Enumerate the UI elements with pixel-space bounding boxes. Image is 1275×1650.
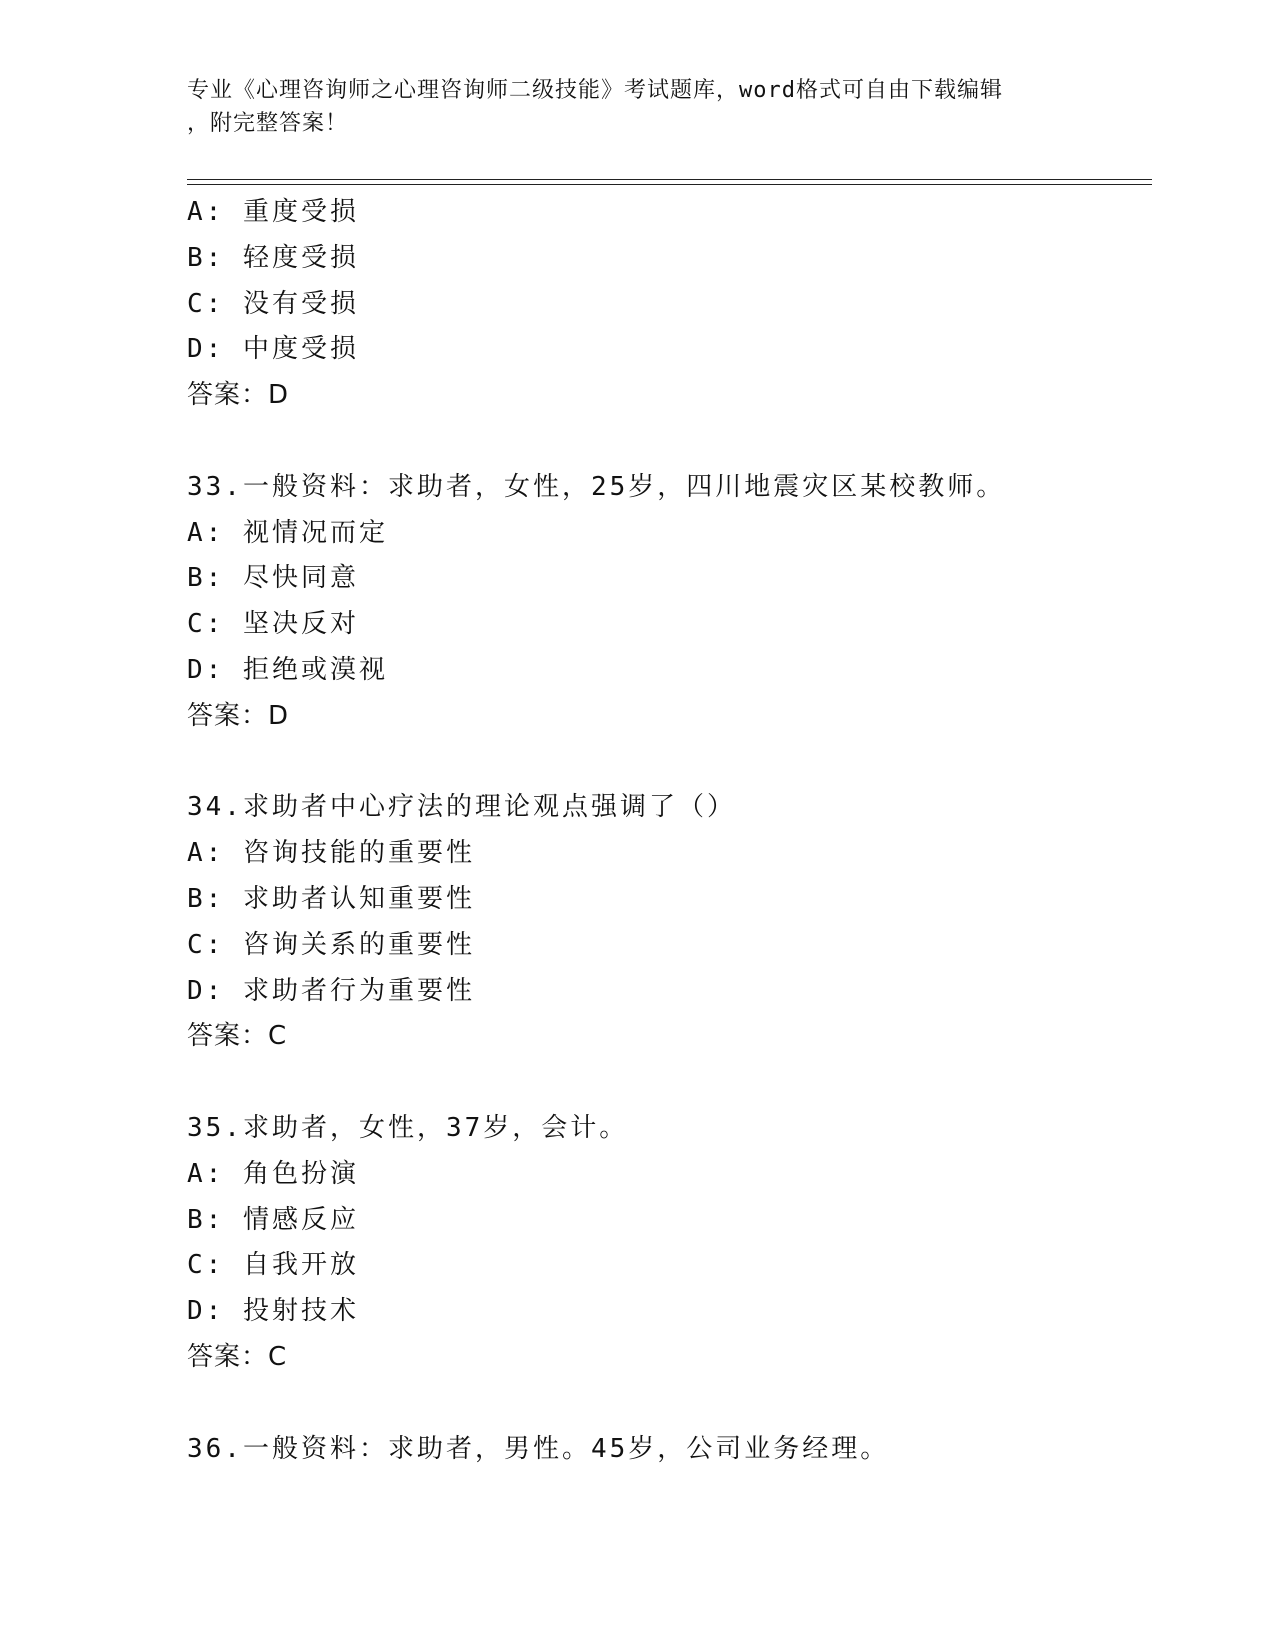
option-b: B: 情感反应 (187, 1204, 359, 1235)
block-spacer (187, 1381, 1147, 1427)
option-c: C: 没有受损 (187, 288, 359, 319)
option-a: A: 视情况而定 (187, 517, 388, 548)
block-spacer (187, 1060, 1147, 1106)
question-block (187, 785, 1147, 1060)
answer-line: 答案：C (187, 1341, 288, 1372)
question-block (187, 465, 1147, 740)
block-spacer (187, 740, 1147, 786)
option-b: B: 求助者认知重要性 (187, 883, 475, 914)
option-d: D: 拒绝或漠视 (187, 654, 388, 685)
document-header (187, 74, 1087, 140)
question-block (187, 190, 1147, 419)
option-d: D: 中度受损 (187, 334, 359, 365)
option-c: C: 坚决反对 (187, 609, 359, 640)
question-block (187, 1106, 1147, 1381)
header-subtitle-line: ，附完整答案！ (187, 111, 349, 136)
answer-line: 答案：D (187, 700, 290, 731)
option-a: A: 角色扮演 (187, 1158, 359, 1189)
question-stem: 36.一般资料：求助者，男性。45岁，公司业务经理。 (187, 1433, 890, 1464)
option-b: B: 轻度受损 (187, 242, 359, 273)
header-title-line: 专业《心理咨询师之心理咨询师二级技能》考试题库，word格式可自由下载编辑 (187, 78, 1003, 103)
option-c: C: 自我开放 (187, 1250, 359, 1281)
option-a: A: 重度受损 (187, 197, 359, 227)
answer-line: 答案：C (187, 1021, 288, 1052)
block-spacer (187, 419, 1147, 465)
question-stem: 34.求助者中心疗法的理论观点强调了（） (187, 792, 736, 823)
header-divider-top (187, 179, 1152, 180)
option-a: A: 咨询技能的重要性 (187, 838, 475, 869)
option-d: D: 求助者行为重要性 (187, 975, 475, 1006)
option-d: D: 投射技术 (187, 1296, 359, 1327)
question-list (187, 190, 1147, 1472)
question-stem: 33.一般资料：求助者，女性，25岁，四川地震灾区某校教师。 (187, 471, 1006, 502)
question-stem: 35.求助者，女性，37岁，会计。 (187, 1112, 629, 1143)
header-divider-bottom (187, 184, 1152, 185)
option-c: C: 咨询关系的重要性 (187, 929, 475, 960)
answer-line: 答案：D (187, 380, 290, 411)
question-block (187, 1427, 1147, 1473)
option-b: B: 尽快同意 (187, 563, 359, 594)
